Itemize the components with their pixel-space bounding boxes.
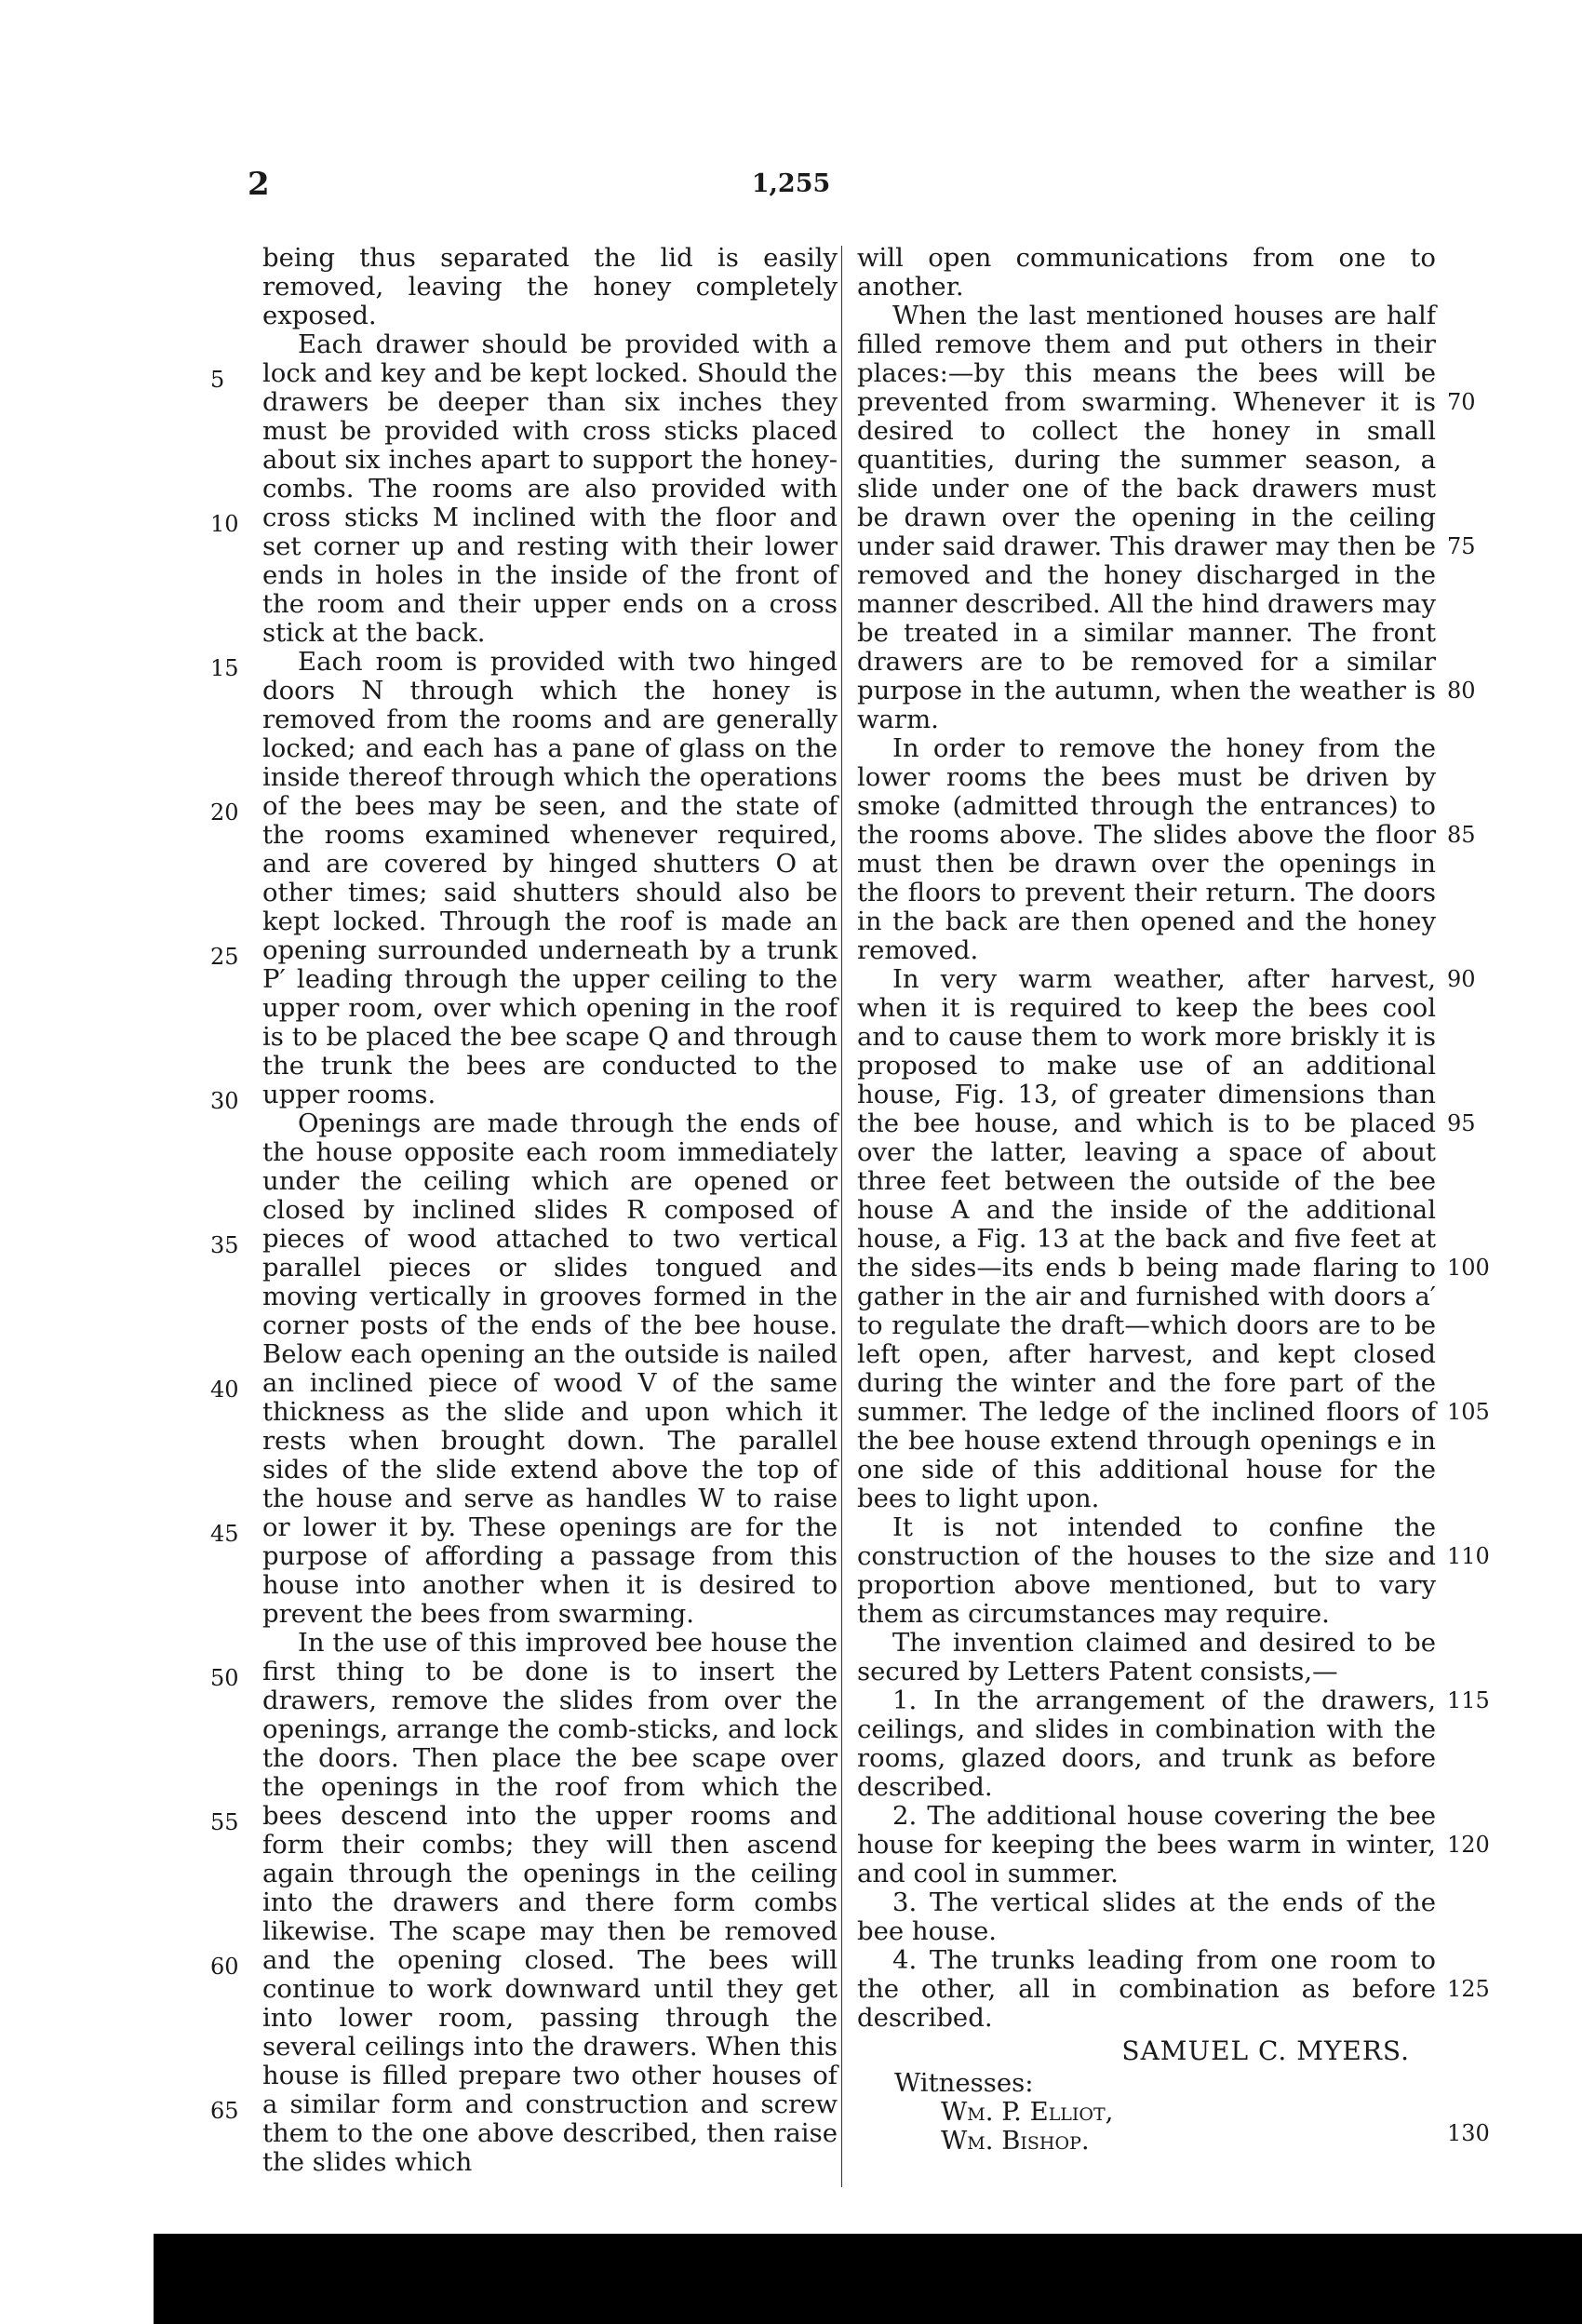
line-number: 85 xyxy=(1447,822,1476,848)
paragraph: will open communications from one to another. xyxy=(857,243,1436,302)
right-column xyxy=(857,244,1436,2156)
left-column xyxy=(262,244,838,2177)
line-number: 45 xyxy=(210,1521,239,1547)
line-number: 115 xyxy=(1447,1687,1490,1713)
line-number: 130 xyxy=(1447,2120,1490,2146)
line-number: 40 xyxy=(210,1377,239,1403)
witnesses-label: Witnesses: xyxy=(894,2068,1034,2098)
claim: 3. The vertical slides at the ends of the bee house. xyxy=(857,1887,1436,1946)
line-number: 30 xyxy=(210,1088,239,1114)
column-divider xyxy=(841,246,842,2187)
claim: 2. The additional house covering the bee house for keeping the bees warm in winter, and cool in summer. xyxy=(857,1801,1436,1888)
paragraph: being thus separated the lid is easily removed, leaving the honey completely exposed. xyxy=(262,243,838,330)
paragraph: Each room is provided with two hinged doors N through which the honey is removed from the rooms and are generally locked; and each has a pane of glass on the inside thereof through which the operations of the bees may be seen, and the state of the rooms examined whenever required, and are covered by hinged shutters O at other times; said shutters should also be kept locked. Through the roof is made an opening surrounded underneath by a trunk P′ leading through the upper ceiling to the upper room, over which opening in the roof is to be placed the bee scape Q and through the trunk the bees are conducted to the upper rooms. xyxy=(262,647,838,1109)
inventor-signature: SAMUEL C. MYERS. xyxy=(1121,2035,1410,2066)
paragraph: When the last mentioned houses are half filled remove them and put others in their places:—by this means the bees will be prevented from swarming. Whenever it is desired to collect the honey in small quantities, during the summer season, a slide under one of the back drawers must be drawn over the opening in the ceiling under said drawer. This drawer may then be removed and the honey discharged in the manner described. All the hind drawers may be treated in a similar manner. The front drawers are to be removed for a similar purpose in the autumn, when the weather is warm. xyxy=(857,301,1436,734)
line-number: 10 xyxy=(210,511,239,537)
line-number: 15 xyxy=(210,655,239,681)
line-number: 110 xyxy=(1447,1543,1490,1569)
line-number: 55 xyxy=(210,1809,239,1835)
line-number: 5 xyxy=(210,367,225,393)
scan-border-bar xyxy=(154,2234,1582,2324)
paragraph: Openings are made through the ends of the house opposite each room immediately under the ceiling which are opened or closed by inclined slides R composed of pieces of wood attached to two vertical parallel pieces or slides tongued and moving vertically in grooves formed in the corner posts of the ends of the bee house. Below each opening an the outside is nailed an inclined piece of wood V of the same thickness as the slide and upon which it rests when brought down. The parallel sides of the slide extend above the top of the house and serve as handles W to raise or lower it by. These openings are for the purpose of affording a passage from this house into another when it is desired to prevent the bees from swarming. xyxy=(262,1108,838,1629)
line-number: 90 xyxy=(1447,966,1476,992)
page-number: 2 xyxy=(248,166,270,203)
witness-name: Wm. Bishop. xyxy=(941,2126,1090,2156)
line-number: 105 xyxy=(1447,1399,1490,1425)
paragraph: In the use of this improved bee house the first thing to be done is to insert the drawers, remove the slides from over the openings, arrange the comb-sticks, and lock the doors. Then place the bee scape over the openings in the roof from which the bees descend into the upper rooms and form their combs; they will then ascend again through the openings in the ceiling into the drawers and there form combs likewise. The scape may then be removed and the opening closed. The bees will continue to work downward until they get into lower room, passing through the several ceilings into the drawers. When this house is filled prepare two other houses of a similar form and construction and screw them to the one above described, then raise the slides which xyxy=(262,1628,838,2177)
line-number: 75 xyxy=(1447,533,1476,559)
line-number: 70 xyxy=(1447,389,1476,415)
line-number: 20 xyxy=(210,799,239,826)
claim: 1. In the arrangement of the drawers, ceilings, and slides in combination with the rooms, glazed doors, and trunk as before described. xyxy=(857,1686,1436,1802)
line-number: 25 xyxy=(210,944,239,970)
line-number: 80 xyxy=(1447,678,1476,704)
line-number: 65 xyxy=(210,2098,239,2124)
line-number: 95 xyxy=(1447,1110,1476,1136)
paragraph: The invention claimed and desired to be secured by Letters Patent consists,— xyxy=(857,1628,1436,1686)
paragraph: In very warm weather, after harvest, when it is required to keep the bees cool and to cause them to work more briskly it is proposed to make use of an additional house, Fig. 13, of greater dimensions than the bee house, and which is to be placed over the latter, leaving a space of about three feet between the outside of the bee house A and the inside of the additional house, a Fig. 13 at the back and five feet at the sides—its ends b being made flaring to gather in the air and furnished with doors a′ to regulate the draft—which doors are to be left open, after harvest, and kept closed during the winter and the fore part of the summer. The ledge of the inclined floors of the bee house extend through openings e in one side of this additional house for the bees to light upon. xyxy=(857,964,1436,1513)
patent-number: 1,255 xyxy=(751,169,831,198)
line-number: 50 xyxy=(210,1665,239,1691)
paragraph: Each drawer should be provided with a lock and key and be kept locked. Should the drawers be deeper than six inches they must be provided with cross sticks placed about six inches apart to support the honey-combs. The rooms are also provided with cross sticks M inclined with the floor and set corner up and resting with their lower ends in holes in the inside of the front of the room and their upper ends on a cross stick at the back. xyxy=(262,329,838,648)
witness-name: Wm. P. Elliot, xyxy=(941,2097,1114,2127)
line-number: 125 xyxy=(1447,1976,1490,2002)
line-number: 100 xyxy=(1447,1255,1490,1281)
paragraph: It is not intended to confine the construction of the houses to the size and proportion above mentioned, but to vary them as circumstances may require. xyxy=(857,1512,1436,1629)
line-number: 120 xyxy=(1447,1832,1490,1858)
line-number: 35 xyxy=(210,1232,239,1258)
line-number: 60 xyxy=(210,1954,239,1980)
paragraph: In order to remove the honey from the lower rooms the bees must be driven by smoke (admitted through the entrances) to the rooms above. The slides above the floor must then be drawn over the openings in the floors to prevent their return. The doors in the back are then opened and the honey removed. xyxy=(857,733,1436,965)
claim: 4. The trunks leading from one room to the other, all in combination as before described. xyxy=(857,1945,1436,2033)
